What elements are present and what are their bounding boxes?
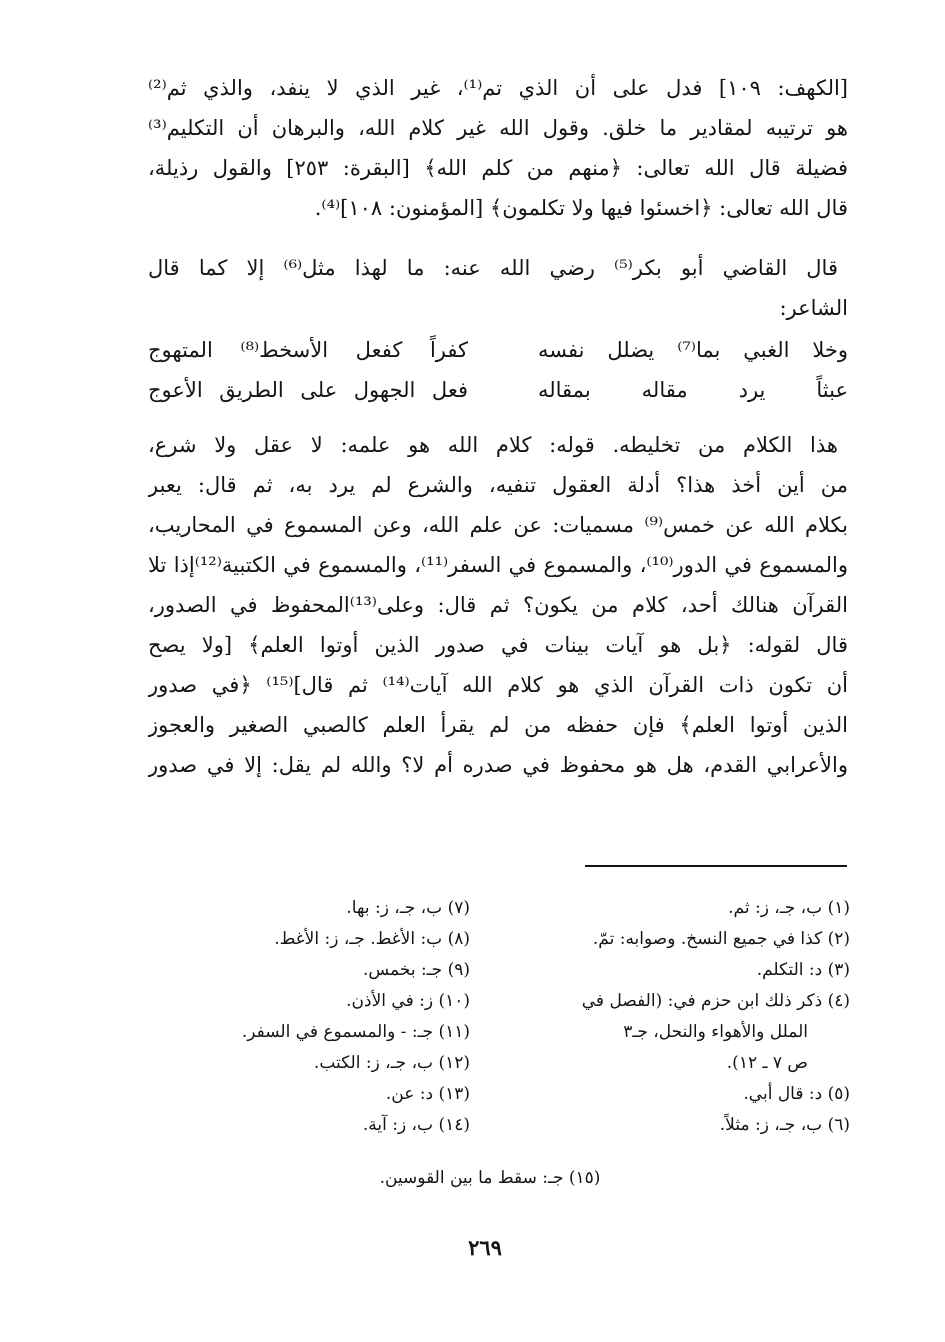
footnote: (٤) ذكر ذلك ابن حزم في: (الفصل في [581, 991, 850, 1011]
text-line: والمسموع في الدور⁽¹⁰⁾، والمسموع في السفر⁽¹¹⁾، والمسموع في الكتبية⁽¹²⁾إذا تلا [148, 553, 848, 577]
text-line: قال الله تعالى: ﴿اخسئوا فيها ولا تكلمون﴾ [المؤمنون: ١٠٨]⁽⁴⁾. [314, 196, 848, 220]
verse-second-hemistich: كفراً كفعل الأسخط⁽⁸⁾ المتهوج [148, 338, 468, 362]
text-line: الشاعر: [779, 296, 848, 320]
footnote: (١٢) ب، جـ، ز: الكتب. [313, 1053, 470, 1073]
poem-verse [148, 330, 848, 370]
text-line: [الكهف: ١٠٩] فدل على أن الذي تم⁽¹⁾، غير الذي لا ينفد، والذي ثم⁽²⁾ [148, 76, 848, 100]
footnote: (١١) جـ: - والمسموع في السفر. [241, 1022, 470, 1042]
text-line: بكلام الله عن خمس⁽⁹⁾ مسميات: عن علم الله، وعن المسموع في المحاريب، [148, 513, 848, 537]
footnote: (١٠) ز: في الأذن. [346, 991, 470, 1011]
footnote: (٢) كذا في جميع النسخ. وصوابه: تمّ. [592, 929, 850, 949]
footnote: (١٤) ب، ز: آية. [362, 1115, 470, 1135]
footnote: (٧) ب، جـ، ز: بها. [346, 898, 470, 918]
text-line: القرآن هنالك أحد، كلام من يكون؟ ثم قال: وعلى⁽¹³⁾المحفوظ في الصدور، [148, 593, 848, 617]
page-number: ٢٦٩ [468, 1235, 502, 1260]
text-line: فضيلة قال الله تعالى: ﴿منهم من كلم الله﴾ [البقرة: ٢٥٣] والقول رذيلة، [148, 156, 848, 180]
footnote-continuation: ص ٧ ـ ١٢). [726, 1053, 808, 1073]
footnote: (١٣) د: عن. [385, 1084, 470, 1104]
text-line: من أين أخذ هذا؟ أدلة العقول تنفيه، والشرع لم يرد به، ثم قال: يعبر [148, 473, 848, 497]
footnote: (٩) جـ: بخمس. [362, 960, 470, 980]
footnote: (٨) ب: الأغط. جـ، ز: الأغط. [274, 929, 470, 949]
text-line: قال القاضي أبو بكر⁽⁵⁾ رضي الله عنه: ما لهذا مثل⁽⁶⁾ إلا كما قال [148, 256, 838, 280]
poem-verse [148, 370, 848, 410]
text-line: قال لقوله: ﴿بل هو آيات بينات في صدور الذين أوتوا العلم﴾ [ولا يصح [148, 633, 848, 657]
paragraph-2 [148, 248, 848, 328]
footnotes-right-column [520, 893, 850, 1141]
paragraph-1 [148, 68, 848, 228]
poem [148, 330, 848, 410]
verse-first-hemistich: وخلا الغبي بما⁽⁷⁾ يضلل نفسه [538, 338, 848, 362]
footnote: (٣) د: التكلم. [756, 960, 850, 980]
footnote: (٥) د: قال أبي. [743, 1084, 850, 1104]
text-line: والأعرابي القدم، هل هو محفوظ في صدره أم لا؟ والله لم يقل: إلا في صدور [148, 753, 848, 777]
text-line: هو ترتيبه لمقادير ما خلق. وقول الله غير كلام الله، والبرهان أن التكليم⁽³⁾ [148, 116, 848, 140]
footnote: (٦) ب، جـ، ز: مثلاً. [719, 1115, 850, 1135]
text-line: أن تكون ذات القرآن الذي هو كلام الله آيات⁽¹⁴⁾ ثم قال]⁽¹⁵⁾ ﴿في صدور [148, 673, 848, 697]
footnote-separator [585, 865, 847, 867]
verse-first-hemistich: عبثاً يرد مقاله بمقاله [538, 378, 848, 402]
paragraph-3 [148, 425, 848, 785]
footnotes-left-column [140, 893, 470, 1141]
text-line: هذا الكلام من تخليطه. قوله: كلام الله هو علمه: لا عقل ولا شرع، [148, 433, 838, 457]
footnote: (١) ب، جـ، ز: ثم. [728, 898, 850, 918]
footnote: (١٥) جـ: سقط ما بين القوسين. [379, 1168, 601, 1188]
verse-second-hemistich: فعل الجهول على الطريق الأعوج [148, 378, 468, 402]
footnote-continuation: الملل والأهواء والنحل، جـ٣ [623, 1022, 808, 1042]
text-line: الذين أوتوا العلم﴾ فإن حفظه من لم يقرأ العلم كالصبي الصغير والعجوز [148, 713, 848, 737]
